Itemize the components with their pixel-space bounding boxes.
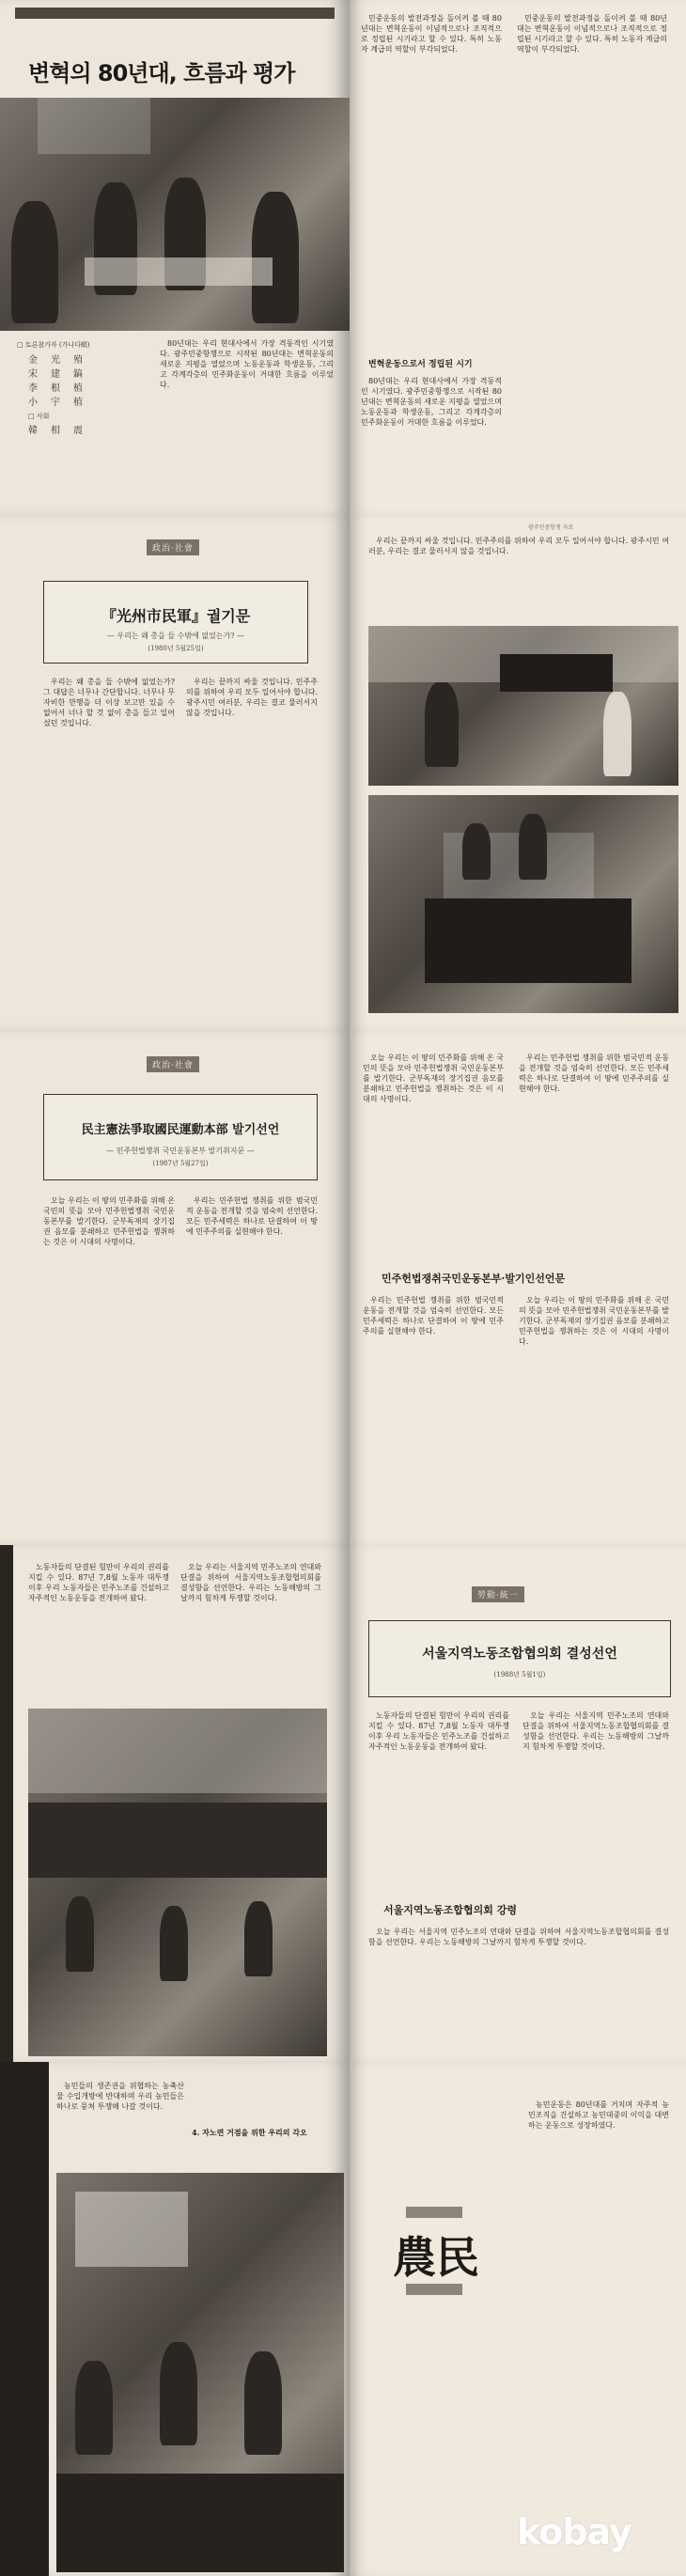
right-col2-paragraph: 오늘 우리는 서울지역 민주노조의 연대와 단결을 위하여 서울지역노동조합협의회를 결성함을 선언한다. 우리는 노동해방의 그날까지 힘차게 투쟁할 것이다. (522, 1711, 669, 1751)
main-title: 변혁의 80년대, 흐름과 평가 (28, 60, 295, 86)
spread-4-left-page (0, 1545, 350, 2062)
spread-2-left-col-2 (186, 677, 318, 1015)
caption-participants: □ 토론참가자 (가나다順) (17, 341, 90, 349)
page-edge-shadow (0, 1545, 13, 2062)
left-col1-paragraph: 노동자들의 단결된 힘만이 우리의 권리를 지킬 수 있다. 87년 7,8월 노동자 대투쟁 이후 우리 노동자들은 민주노조를 건설하고 자주적인 노동운동을 전개하여 왔다. (28, 1563, 169, 1602)
union-date: (1988년 5월1일) (493, 1671, 546, 1678)
title-band-bottom (406, 2284, 462, 2295)
right-top-col1-paragraph: 오늘 우리는 이 땅의 민주화를 위해 온 국민의 뜻을 모아 민주헌법쟁취 국민운동본부를 발기한다. 군부독재의 장기집권 음모를 분쇄하고 민주헌법을 쟁취하는 것은 이 시대의 사명이다. (363, 1054, 504, 1103)
manifesto-title: 『光州市民軍』궐기문 (101, 607, 251, 625)
section-tag: 勞動·統一 (472, 1586, 524, 1602)
spread-3-right-top-col-2 (519, 1053, 669, 1259)
spread-1 (0, 0, 686, 515)
union-platform-title: 서울지역노동조합협의회 강령 (383, 1904, 517, 1916)
left-body-paragraph: 80년대는 우리 현대사에서 가장 격동적인 시기였다. 광주민중항쟁으로 시작된 80년대는 변혁운동의 새로운 지평을 열었으며 노동운동과 학생운동, 그리고 각계각층의 민주화운동이 거대한 흐름을 이루었다. (160, 339, 334, 389)
spread-4 (0, 1545, 686, 2062)
rally-photo (28, 1709, 327, 2056)
union-title: 서울지역노동조합협의회 결성선언 (422, 1647, 617, 1662)
spread-1-right-body-bottom (361, 376, 502, 507)
caption-moderator: □ 사회 (28, 413, 50, 420)
declaration-subtitle: — 민주헌법쟁취 국민운동본부 발기취지문 — (106, 1147, 255, 1155)
spread-1-left-body (160, 338, 334, 507)
right-section-title: 민주헌법쟁취국민운동본부·발기인선언문 (382, 1272, 566, 1285)
participant-caption (17, 338, 90, 352)
spread-3-right-bottom-col-1 (363, 1295, 504, 1530)
spread-1-right-page (350, 0, 686, 515)
spread-1-left-page (0, 0, 350, 515)
top-bar (15, 8, 335, 19)
right-top-paragraph: 우리는 끝까지 싸울 것입니다. 민주주의를 위하여 우리 모두 일어서야 합니다. 광주시민 여러분, 우리는 결코 물러서지 않을 것입니다. (368, 537, 669, 555)
spread-3-left-col-2 (186, 1195, 318, 1534)
spread-4-right-page (350, 1545, 686, 2062)
moderator-name: 韓相震 (28, 426, 96, 436)
right-body-paragraph-1: 민중운동의 발전과정을 돌이켜 볼 때 80년대는 변혁운동이 이념적으로나 조직적으로 정립된 시기라고 할 수 있다. 특히 노동자 계급의 역할이 부각되었다. (361, 14, 502, 54)
spread-5-right-col (528, 2100, 669, 2513)
farmers-rally-photo (56, 2173, 344, 2572)
manifesto-subtitle: — 우리는 왜 총을 들 수밖에 없었는가? — (106, 632, 245, 640)
resolution-heading: 4. 자노련 거점을 위한 우리의 각오 (192, 2128, 307, 2137)
spread-3-left-page (0, 1030, 350, 1545)
spread-5-left-col-1 (56, 2081, 184, 2165)
spread-2-right-text (368, 536, 669, 622)
participant-names (28, 353, 141, 438)
union-title-box (368, 1620, 671, 1697)
manifesto-title-box (43, 581, 308, 664)
participant-2: 宋建鎬 (28, 369, 96, 380)
spread-3-right-top-col-1 (363, 1053, 504, 1259)
participant-1: 金光殖 (28, 355, 96, 366)
watermark: kobay (517, 2511, 631, 2553)
discussion-photo (0, 98, 350, 331)
spread-5-left-page (0, 2062, 350, 2576)
right-bottom-col1-paragraph: 우리는 민주헌법 쟁취를 위한 범국민적 운동을 전개할 것을 엄숙히 선언한다. 모든 민주세력은 하나로 단결하여 이 땅에 민주주의를 실현해야 한다. (363, 1296, 504, 1335)
spread-1-right-column-2 (517, 13, 667, 502)
left-col1-paragraph: 우리는 왜 총을 들 수밖에 없었는가? 그 대답은 너무나 간단합니다. 너무나 무자비한 만행을 더 이상 보고만 있을 수 없어서 너나 할 것 없이 총을 들고 일어섰던 것입니다. (43, 678, 175, 727)
spread-2-left-col-1 (43, 677, 175, 1015)
title-band-top (406, 2207, 462, 2218)
spread-3-right-page (350, 1030, 686, 1545)
left-col1-paragraph: 농민들의 생존권을 위협하는 농축산물 수입개방에 반대하며 우리 농민들은 하나로 뭉쳐 투쟁해 나갈 것이다. (56, 2082, 184, 2111)
right-bottom-col2-paragraph: 오늘 우리는 이 땅의 민주화를 위해 온 국민의 뜻을 모아 민주헌법쟁취 국민운동본부를 발기한다. 군부독재의 장기집권 음모를 분쇄하고 민주헌법을 쟁취하는 것은 이 시대의 사명이다. (519, 1296, 669, 1346)
left-col2-paragraph: 우리는 민주헌법 쟁취를 위한 범국민적 운동을 전개할 것을 엄숙히 선언한다. 모든 민주세력은 하나로 단결하여 이 땅에 민주주의를 실현해야 한다. (186, 1196, 318, 1236)
left-col2-paragraph: 우리는 끝까지 싸울 것입니다. 민주주의를 위하여 우리 모두 일어서야 합니다. 광주시민 여러분, 우리는 결코 물러서지 않을 것입니다. (186, 678, 318, 717)
right-body-paragraph-2: 80년대는 우리 현대사에서 가장 격동적인 시기였다. 광주민중항쟁으로 시작된 80년대는 변혁운동의 새로운 지평을 열었으며 노동운동과 학생운동, 그리고 각계각층의 민주화운동이 거대한 흐름을 이루었다. (361, 377, 502, 427)
spread-2-left-page (0, 515, 350, 1030)
spread-5-right-page (350, 2062, 686, 2576)
spread-3-left-col-1 (43, 1195, 175, 1534)
spread-2-right-page (350, 515, 686, 1030)
section-tag: 政治·社會 (147, 1056, 199, 1072)
spread-4-right-col-1 (368, 1710, 509, 1889)
right-col1-paragraph: 노동자들의 단결된 힘만이 우리의 권리를 지킬 수 있다. 87년 7,8월 노동자 대투쟁 이후 우리 노동자들은 민주노조를 건설하고 자주적인 노동운동을 전개하여 왔다. (368, 1711, 509, 1751)
left-col1-paragraph: 오늘 우리는 이 땅의 민주화를 위해 온 국민의 뜻을 모아 민주헌법쟁취 국민운동본부를 발기한다. 군부독재의 장기집권 음모를 분쇄하고 민주헌법을 쟁취하는 것은 이 시대의 사명이다. (43, 1196, 175, 1246)
spread-4-left-col-1 (28, 1562, 169, 1703)
spread-4-right-bottom (368, 1927, 669, 2054)
spread-5 (0, 2062, 686, 2576)
participant-4: 小宇植 (28, 398, 96, 408)
participant-3: 李根植 (28, 383, 96, 394)
manifesto-date: (1980년 5월25일) (148, 645, 204, 652)
truck-photo (368, 795, 678, 1013)
running-header: 광주민중항쟁 자료 (528, 524, 574, 531)
declaration-title: 民主憲法爭取國民運動本部 발기선언 (81, 1123, 280, 1137)
left-col2-paragraph: 오늘 우리는 서울지역 민주노조의 연대와 단결을 위하여 서울지역노동조합협의회를 결성함을 선언한다. 우리는 노동해방의 그날까지 힘차게 투쟁할 것이다. (180, 1563, 321, 1602)
section-heading: 변혁운동으로서 정립된 시기 (368, 360, 473, 369)
right-col-paragraph: 농민운동은 80년대를 거치며 자주적 농민조직을 건설하고 농민대중의 이익을 대변하는 운동으로 성장하였다. (528, 2100, 669, 2130)
spread-3-right-bottom-col-2 (519, 1295, 669, 1530)
declaration-title-box (43, 1094, 318, 1180)
right-col2-paragraph: 민중운동의 발전과정을 돌이켜 볼 때 80년대는 변혁운동이 이념적으로나 조직적으로 정립된 시기라고 할 수 있다. 특히 노동자 계급의 역할이 부각되었다. (517, 14, 667, 54)
spread-1-right-body-top (361, 13, 502, 351)
spread-3 (0, 1030, 686, 1545)
spread-2 (0, 515, 686, 1030)
right-top-col2-paragraph: 우리는 민주헌법 쟁취를 위한 범국민적 운동을 전개할 것을 엄숙히 선언한다. 모든 민주세력은 하나로 단결하여 이 땅에 민주주의를 실현해야 한다. (519, 1054, 669, 1093)
street-protest-photo (368, 626, 678, 786)
declaration-date: (1987년 5월27일) (152, 1160, 209, 1167)
section-tag: 政治·社會 (147, 539, 199, 555)
spread-4-left-col-2 (180, 1562, 321, 1703)
spread-4-right-col-2 (522, 1710, 669, 1889)
farmers-big-title: 農民 (393, 2232, 479, 2283)
page-edge-dark (0, 2062, 49, 2576)
right-bottom-paragraph: 오늘 우리는 서울지역 민주노조의 연대와 단결을 위하여 서울지역노동조합협의회를 결성함을 선언한다. 우리는 노동해방의 그날까지 힘차게 투쟁할 것이다. (368, 1928, 669, 1946)
